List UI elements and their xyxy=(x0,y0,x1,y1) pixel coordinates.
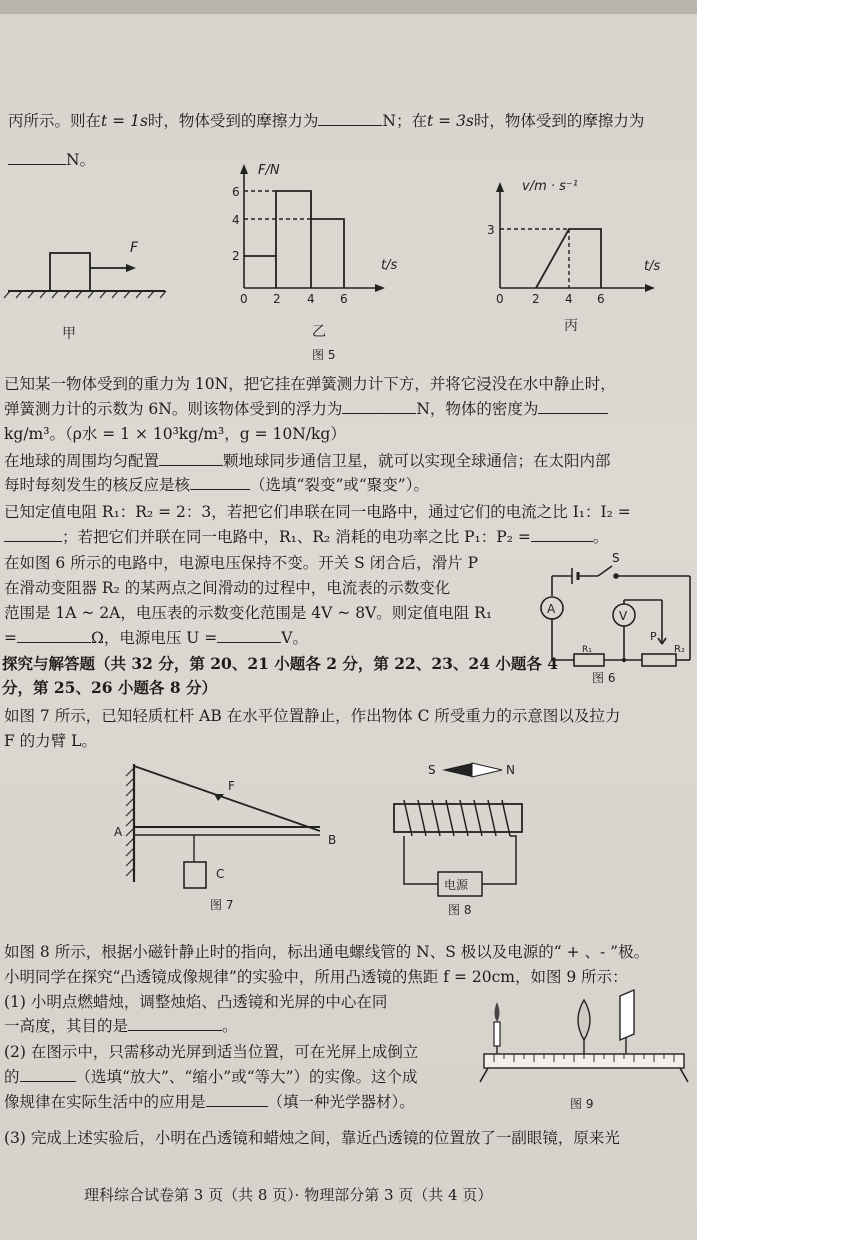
q24-p2d xyxy=(4,1092,415,1112)
x-tick: 6 xyxy=(597,292,605,306)
y-tick: 2 xyxy=(232,249,240,263)
needle-s-label: S xyxy=(428,763,436,777)
force-label: F xyxy=(228,779,235,793)
convex-lens xyxy=(578,1000,590,1056)
compass-needle-dark xyxy=(442,763,472,777)
q21-line4 xyxy=(4,628,308,648)
q21-text: = xyxy=(4,629,17,647)
q18-line1: 已知某一物体受到的重力为 10N，把它挂在弹簧测力计下方，并将它浸没在水中静止时， xyxy=(4,375,616,393)
answer-blank[interactable] xyxy=(17,628,91,643)
answer-blank[interactable] xyxy=(20,1067,76,1082)
slider-label: P xyxy=(650,630,657,643)
x-tick: 4 xyxy=(565,292,573,306)
label-yi: 乙 xyxy=(312,324,326,340)
q24-p1a: (1) 小明点燃蜡烛，调整烛焰、凸透镜和光屏的中心在同 xyxy=(4,993,388,1011)
q24-line1: 小明同学在探究“凸透镜成像规律”的实验中，所用凸透镜的焦距 f = 20cm，如图 9 所示： xyxy=(4,968,628,986)
q21-text: Ω，电源电压 U = xyxy=(91,629,218,647)
q20-text: ；若把它们并联在同一电路中，R₁、R₂ 消耗的电功率之比 P₁：P₂ = xyxy=(62,528,531,546)
q21-line2: 在滑动变阻器 R₂ 的某两点之间滑动的过程中，电流表的示数变化 xyxy=(4,579,451,597)
q23-line1: 如图 8 所示，根据小磁针静止时的指向，标出通电螺线管的 N、S 极以及电源的“ + 、- ”极。 xyxy=(4,943,650,961)
q19-text: 颗地球同步通信卫星，就可以实现全球通信；在太阳内部 xyxy=(223,452,611,470)
answer-blank[interactable] xyxy=(4,527,62,542)
top-edge-shadow xyxy=(0,0,697,14)
q17-text: N；在 xyxy=(382,112,427,130)
x-tick: 2 xyxy=(532,292,540,306)
f-axis-label: F/N xyxy=(258,163,280,178)
answer-blank[interactable] xyxy=(159,451,223,466)
point-b-label: B xyxy=(328,833,337,847)
q19-text: 每时每刻发生的核反应是核 xyxy=(4,476,191,494)
figure-caption: 图 7 xyxy=(210,898,234,912)
point-a-label: A xyxy=(114,825,123,839)
q24-text: 。 xyxy=(222,1017,238,1035)
v-axis-label: v/m · s⁻¹ xyxy=(522,179,578,194)
q21-line1: 在如图 6 所示的电路中，电源电压保持不变。开关 S 闭合后，滑片 P xyxy=(4,554,479,572)
q24-text: 像规律在实际生活中的应用是 xyxy=(4,1093,206,1111)
page-footer: 理科综合试卷第 3 页（共 8 页）· 物理部分第 3 页（共 4 页） xyxy=(84,1186,493,1204)
section-heading: 探究与解答题（共 32 分，第 20、21 小题各 2 分，第 22、23、24 小题各 4 xyxy=(2,654,559,673)
x-tick: 4 xyxy=(307,292,315,306)
x-tick: 6 xyxy=(340,292,348,306)
q21-text: V。 xyxy=(281,629,308,647)
q24-text: 的 xyxy=(4,1068,20,1086)
q22-line2: F 的力臂 L。 xyxy=(4,732,97,750)
r2-label: R₂ xyxy=(674,644,685,655)
answer-blank[interactable] xyxy=(538,399,608,414)
q24-p2a: (2) 在图示中，只需移动光屏到适当位置，可在光屏上成倒立 xyxy=(4,1043,419,1061)
q17-text: 时，物体受到的摩擦力为 xyxy=(473,112,645,130)
q20-text: 。 xyxy=(592,528,609,546)
q18-text: 弹簧测力计的示数为 6N。则该物体受到的浮力为 xyxy=(4,400,343,418)
q17-text: 丙所示。则在 xyxy=(8,112,102,130)
object-c-label: C xyxy=(216,867,225,881)
y-tick: 6 xyxy=(232,185,240,199)
answer-blank[interactable] xyxy=(217,628,281,643)
x-tick: 0 xyxy=(240,292,248,306)
answer-blank[interactable] xyxy=(531,527,593,542)
r1-label: R₁ xyxy=(582,645,592,655)
needle-n-label: N xyxy=(506,763,515,777)
figure-caption: 图 5 xyxy=(312,348,336,362)
power-source-label: 电源 xyxy=(444,878,469,892)
block-diagram xyxy=(4,253,166,298)
y-tick: 4 xyxy=(232,213,240,227)
answer-blank[interactable] xyxy=(128,1016,222,1031)
q24-p3: (3) 完成上述实验后，小明在凸透镜和蜡烛之间，靠近凸透镜的位置放了一副眼镜，原来光 xyxy=(4,1129,620,1147)
light-screen xyxy=(620,990,634,1056)
q24-text: （选填“放大”、“缩小”或“等大”）的实像。这个成 xyxy=(75,1068,418,1086)
figure-caption: 图 8 xyxy=(448,903,472,917)
velocity-time-graph xyxy=(496,182,655,292)
force-label: F xyxy=(130,240,139,256)
figure-9-optical-bench xyxy=(478,990,692,1110)
answer-blank[interactable] xyxy=(206,1092,268,1107)
label-bing: 丙 xyxy=(564,318,578,334)
figure-8-solenoid xyxy=(382,752,552,922)
q19-line1 xyxy=(4,451,611,471)
q20-line1: 已知定值电阻 R₁：R₂ = 2：3，若把它们串联在同一电路中，通过它们的电流之比 I₁：I₂ = xyxy=(4,503,631,521)
ammeter-label: A xyxy=(547,602,556,616)
q24-text: 一高度，其目的是 xyxy=(4,1017,129,1035)
q17-t1: t = 1s xyxy=(101,112,148,130)
candle xyxy=(494,1002,500,1056)
figure-7-lever xyxy=(110,756,350,916)
y-tick: 3 xyxy=(487,223,495,237)
q19-text: （选填“裂变”或“聚变”）。 xyxy=(250,476,429,494)
t-axis-label: t/s xyxy=(381,258,398,273)
q24-text: （填一种光学器材）。 xyxy=(267,1093,415,1111)
q18-line3: kg/m³。（ρ水 = 1 × 10³kg/m³，g = 10N/kg） xyxy=(4,425,346,443)
q17-text: 时，物体受到的摩擦力为 xyxy=(147,112,319,130)
force-time-graph xyxy=(240,164,385,292)
figure-caption: 图 9 xyxy=(570,1097,594,1111)
q18-line2 xyxy=(4,399,608,419)
q21-line3: 范围是 1A ~ 2A，电压表的示数变化范围是 4V ~ 8V。则定值电阻 R₁ xyxy=(4,604,493,622)
t-axis-label: t/s xyxy=(644,259,661,274)
q18-text: N，物体的密度为 xyxy=(416,400,539,418)
q24-p1b xyxy=(4,1016,238,1036)
q17-text: N。 xyxy=(66,151,96,169)
compass-needle-light xyxy=(472,763,502,777)
voltmeter-label: V xyxy=(619,609,628,623)
q22-line1: 如图 7 所示，已知轻质杠杆 AB 在水平位置静止，作出物体 C 所受重力的示意图以及拉力 xyxy=(4,707,621,725)
q20-line2 xyxy=(4,527,608,547)
answer-blank[interactable] xyxy=(318,111,382,126)
q24-p2b xyxy=(4,1067,418,1087)
answer-blank[interactable] xyxy=(190,475,250,490)
answer-blank[interactable] xyxy=(342,399,416,414)
q19-text: 在地球的周围均匀配置 xyxy=(4,452,160,470)
switch-label: S xyxy=(612,551,620,565)
section-heading: 分，第 25、26 小题各 8 分） xyxy=(2,678,218,697)
q17-t3: t = 3s xyxy=(427,112,474,130)
label-jia: 甲 xyxy=(62,326,76,342)
x-tick: 2 xyxy=(273,292,281,306)
figure-caption: 图 6 xyxy=(592,671,616,685)
q17-line1 xyxy=(8,111,644,131)
q19-line2 xyxy=(4,475,429,495)
x-tick: 0 xyxy=(496,292,504,306)
